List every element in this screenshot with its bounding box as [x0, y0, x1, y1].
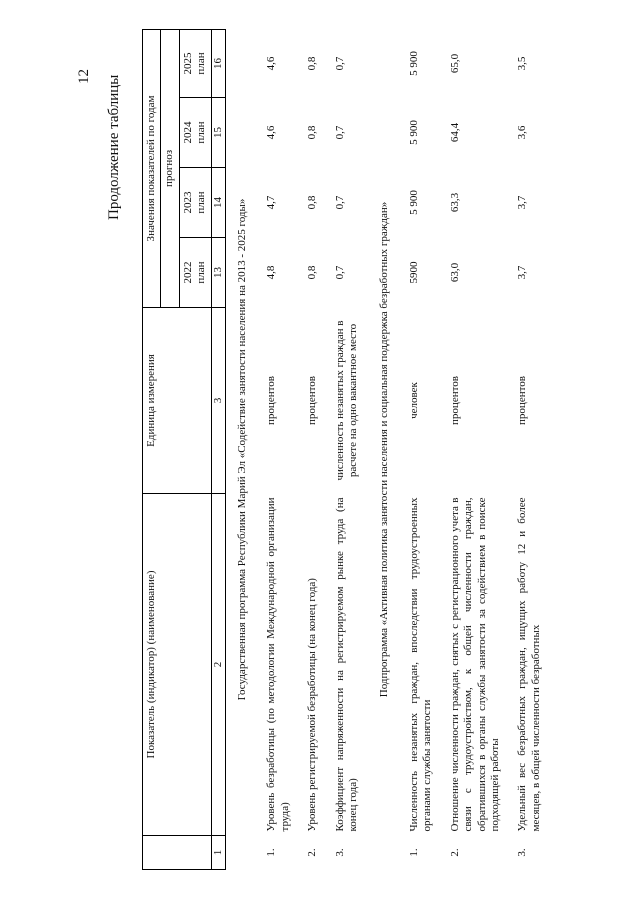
row-number: 2. [448, 848, 461, 857]
continuation-title: Продолжение таблицы [106, 74, 122, 220]
value-cell: 3,6 [516, 125, 529, 140]
year-label: 2023 [181, 191, 194, 214]
header-year-cell [179, 29, 211, 97]
value-cell: 0,8 [306, 56, 319, 71]
header-year-cell [179, 238, 211, 308]
column-number: 16 [211, 29, 225, 97]
table-row [443, 29, 511, 869]
indicator-name: Уровень регистрируемой безработицы (на конец года) [306, 578, 319, 832]
year-label: 2025 [181, 52, 194, 75]
indicator-name: Уровень безработицы (по методологии Международной организации труда) [265, 497, 291, 832]
unit-cell: процентов [448, 376, 461, 425]
row-number: 1. [265, 848, 278, 857]
indicator-name: Отношение численности граждан, снятых с регистрационного учета в связи с трудоустройством, к общей численности граждан, обратившихся в органы службы занятости за содействием в поиске подходящей работы [448, 497, 501, 832]
header-year-cell [179, 168, 211, 238]
value-cell: 4,7 [265, 195, 278, 210]
indicator-name: Коэффициент напряженности на регистрируемом рынке труда (на конец года) [333, 497, 360, 832]
value-cell: 4,6 [265, 56, 278, 71]
year-type: план [195, 261, 208, 284]
value-cell: 0,8 [306, 195, 319, 210]
row-number: 3. [333, 848, 346, 857]
row-number: 1. [407, 848, 420, 857]
table-row [259, 29, 300, 869]
indicator-name: Удельный вес безработных граждан, ищущих работу 12 и более месяцев, в общей численности безработных [516, 497, 542, 832]
column-number: 1 [211, 836, 225, 870]
header-indicator: Показатель (индикатор) (наименование) [143, 494, 212, 836]
value-cell: 3,7 [516, 195, 529, 210]
column-number: 13 [211, 238, 225, 308]
year-type: план [195, 191, 208, 214]
unit-cell: численность незанятых граждан в расчете на одно вакантное место [333, 320, 360, 481]
page-number: 12 [76, 69, 92, 84]
value-cell: 0,7 [333, 265, 346, 280]
value-cell: 4,8 [265, 265, 278, 280]
section-title-row [226, 29, 260, 869]
row-number: 3. [516, 848, 529, 857]
unit-cell: процентов [516, 376, 529, 425]
value-cell: 0,8 [306, 125, 319, 140]
year-label: 2024 [181, 121, 194, 144]
value-cell: 5 900 [407, 190, 420, 215]
value-cell: 0,7 [333, 125, 346, 140]
section-title-row [368, 29, 401, 869]
table-row [402, 29, 443, 869]
value-cell: 0,7 [333, 56, 346, 71]
header-forecast: прогноз [161, 29, 179, 307]
value-cell: 3,5 [516, 56, 529, 71]
table-row [510, 29, 551, 869]
indicators-table [142, 29, 551, 870]
value-cell: 65,0 [448, 53, 461, 74]
row-number: 2. [306, 848, 319, 857]
year-type: план [195, 121, 208, 144]
value-cell: 5900 [407, 261, 420, 284]
unit-cell: процентов [265, 376, 278, 425]
header-empty-cell [143, 836, 212, 870]
header-unit: Единица измерения [143, 308, 212, 494]
section-title: Государственная программа Республики Марий Эл «Содействие занятости населения на 2013 - 2025 годы» [236, 198, 249, 701]
unit-cell: процентов [306, 376, 319, 425]
column-number: 3 [211, 308, 225, 494]
value-cell: 63,3 [448, 192, 461, 213]
header-year-cell [179, 98, 211, 168]
column-number: 14 [211, 168, 225, 238]
value-cell: 0,8 [306, 265, 319, 280]
column-number: 15 [211, 98, 225, 168]
header-values: Значения показателей по годам [143, 29, 161, 307]
value-cell: 64,4 [448, 122, 461, 143]
table-row [300, 29, 327, 869]
indicator-name: Численность незанятых граждан, впоследствии трудоустроенных органами службы занятости [407, 497, 434, 832]
column-number: 2 [211, 494, 225, 836]
year-type: план [195, 52, 208, 75]
value-cell: 0,7 [333, 195, 346, 210]
value-cell: 4,6 [265, 125, 278, 140]
value-cell: 5 900 [407, 51, 420, 76]
value-cell: 3,7 [516, 265, 529, 280]
value-cell: 63,0 [448, 262, 461, 283]
year-label: 2022 [181, 261, 194, 284]
column-number-row [211, 29, 225, 869]
value-cell: 5 900 [407, 120, 420, 145]
section-title: Подпрограмма «Активная политика занятости населения и социальная поддержка безработных граждан» [378, 201, 391, 698]
table-row [328, 29, 369, 869]
unit-cell: человек [407, 382, 420, 419]
